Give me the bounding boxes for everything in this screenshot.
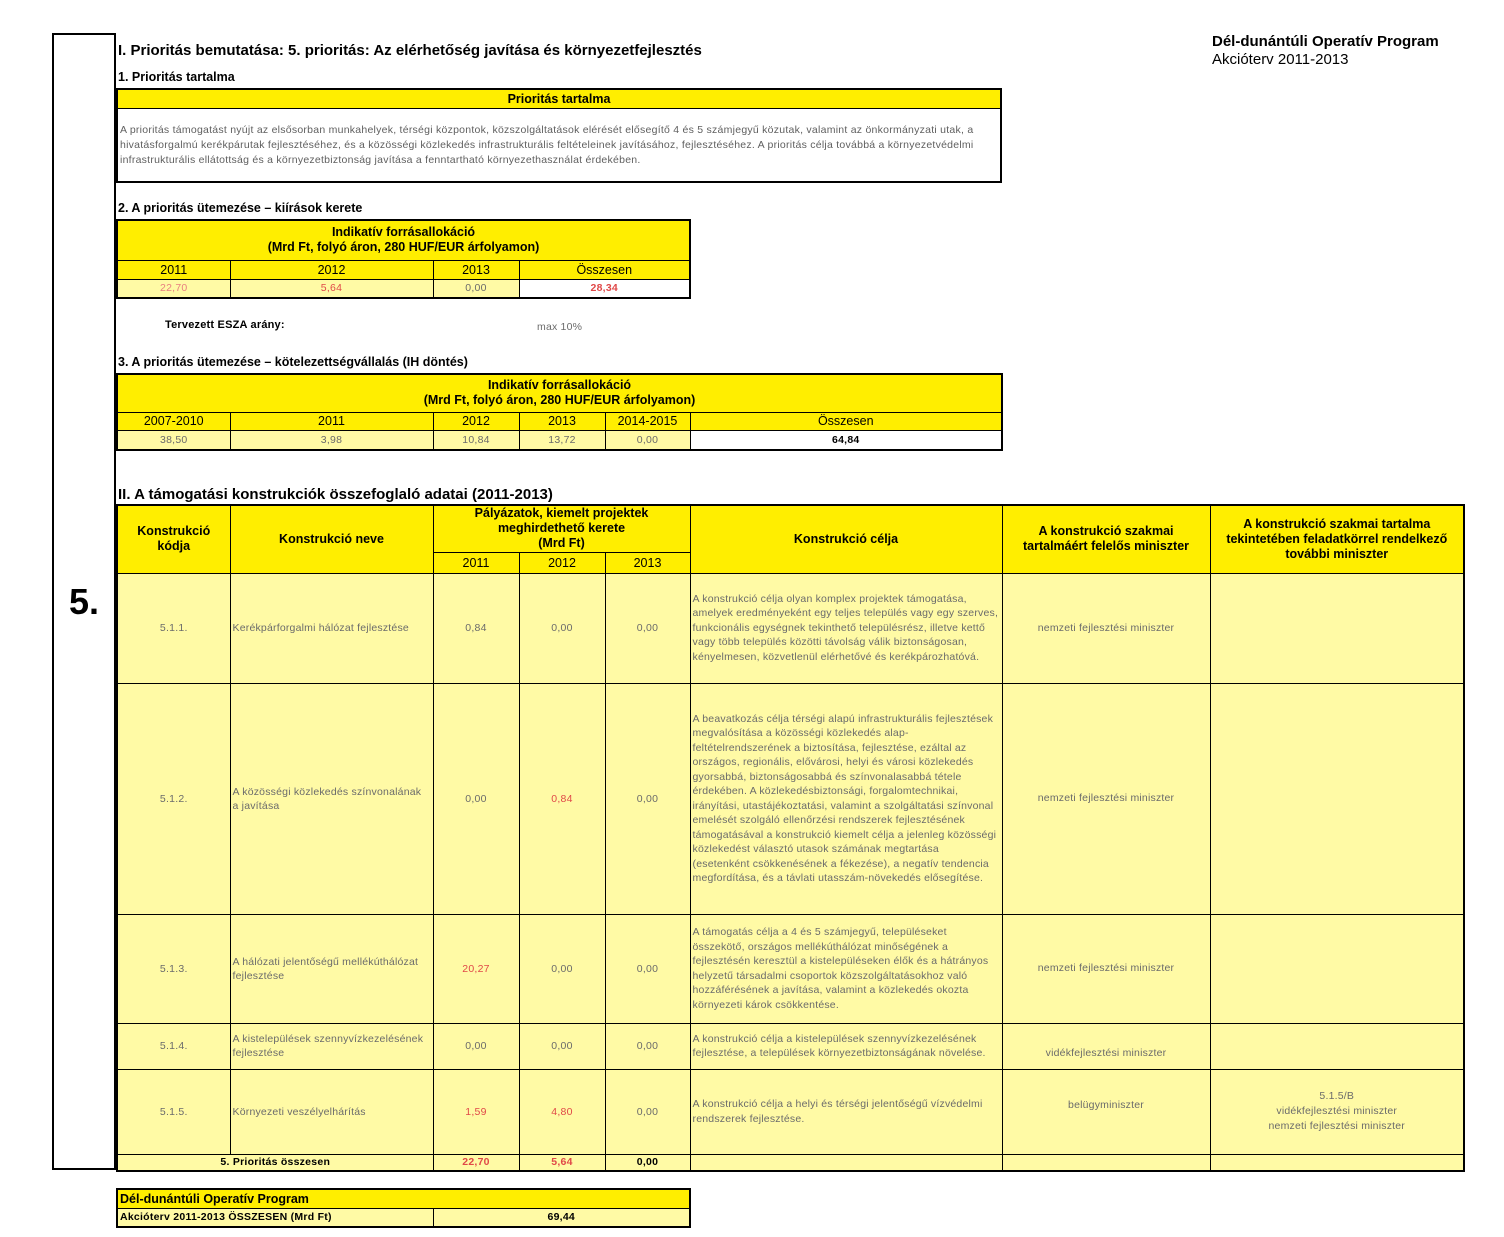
value-cell: 10,84 <box>433 430 519 450</box>
header-code: Konstrukció kódja <box>117 505 230 573</box>
budget-value: 0,00 <box>519 1023 605 1069</box>
total-value: 0,00 <box>605 1154 690 1171</box>
other-minister-line: 5.1.5/B <box>1319 1090 1355 1102</box>
empty-cell <box>690 1154 1002 1171</box>
column-header: 2013 <box>433 260 519 279</box>
total-label: 5. Prioritás összesen <box>117 1154 433 1171</box>
column-header: 2011 <box>230 412 433 430</box>
construction-goal: A beavatkozás célja térségi alapú infrastrukturális fejlesztések megvalósítása a közösségi közlekedés alap-feltételrendszerének a biztosítása, fejlesztése, ezáltal az országos, regionális, elővárosi, helyi és városi közlekedés gyorsabbá, biztonságosabbá és színvonalasabbá tétele érdekében. A közlekedésbiztonsági, forgalomtechnikai, irányítási, utastájékoztatási, valamint a szolgáltatási színvonal emelését szolgáló ellenőrzési rendszerek fejlesztésének támogatásával a konstrukció kiemelt célja a jelenleg közösségi közlekedést választó utasok számának megtartása (esetenként csökkenésének a fékezése), a negatív tendencia megfordítása, és a távlati utasszám-növekedés elősegítése. <box>690 683 1002 914</box>
other-minister <box>1210 683 1464 914</box>
responsible-minister: nemzeti fejlesztési miniszter <box>1002 573 1210 683</box>
budget-value: 0,00 <box>519 573 605 683</box>
budget-value: 0,00 <box>519 914 605 1023</box>
other-minister <box>1210 1023 1464 1069</box>
budget-value: 0,84 <box>433 573 519 683</box>
esza-value: max 10% <box>537 321 583 333</box>
total-value: 28,34 <box>519 279 690 298</box>
total-value: 64,84 <box>690 430 1002 450</box>
budget-value: 0,00 <box>605 914 690 1023</box>
constructions-title: II. A támogatási konstrukciók összefoglaló adatai (2011-2013) <box>118 486 553 503</box>
esza-label: Tervezett ESZA arány: <box>165 319 285 331</box>
budget-value: 1,59 <box>433 1069 519 1154</box>
budget-value: 0,00 <box>605 1023 690 1069</box>
construction-name: Kerékpárforgalmi hálózat fejlesztése <box>230 573 433 683</box>
budget-value: 4,80 <box>519 1069 605 1154</box>
priority-number: 5. <box>68 580 100 622</box>
allocation-header <box>117 374 1002 412</box>
construction-code: 5.1.1. <box>117 573 230 683</box>
column-header: 2012 <box>230 260 433 279</box>
budget-value: 0,00 <box>433 683 519 914</box>
construction-row <box>117 914 1464 1023</box>
responsible-minister: nemzeti fejlesztési miniszter <box>1002 914 1210 1023</box>
budget-value: 0,84 <box>519 683 605 914</box>
commitment-schedule-title: 3. A prioritás ütemezése – kötelezettségvállalás (IH döntés) <box>118 355 468 369</box>
constructions-table <box>116 504 1465 1172</box>
responsible-minister: belügyminiszter <box>1002 1069 1210 1154</box>
header-budget-label: Pályázatok, kiemelt projektek meghirdethető kerete <box>474 506 649 536</box>
header-other-minister: A konstrukció szakmai tartalma tekintetében feladatkörrel rendelkező további miniszter <box>1210 505 1464 573</box>
value-cell: 0,00 <box>605 430 690 450</box>
header-year: 2013 <box>605 552 690 573</box>
construction-row <box>117 573 1464 683</box>
header-minister: A konstrukció szakmai tartalmáért felelős miniszter <box>1002 505 1210 573</box>
priority-number-box <box>52 33 116 1170</box>
allocation-header <box>117 220 690 260</box>
value-cell: 3,98 <box>230 430 433 450</box>
construction-name: A közösségi közlekedés színvonalának a javítása <box>230 683 433 914</box>
empty-cell <box>1002 1154 1210 1171</box>
value-cell: 13,72 <box>519 430 605 450</box>
other-minister <box>1210 1069 1464 1154</box>
value-cell: 22,70 <box>117 279 230 298</box>
column-header: 2007-2010 <box>117 412 230 430</box>
column-header: 2012 <box>433 412 519 430</box>
column-header: Összesen <box>690 412 1002 430</box>
empty-cell <box>1210 1154 1464 1171</box>
other-minister <box>1210 573 1464 683</box>
responsible-minister: vidékfejlesztési miniszter <box>1002 1023 1210 1069</box>
content-box-text: A prioritás támogatást nyújt az elsősorban munkahelyek, térségi központok, közszolgáltatások elérését elősegítő 4 és 5 számjegyű közutak, valamint az önkormányzati utak, a hivatásforgalmú kerékpárutak fejlesztéséhez, és a közösségi közlekedés infrastrukturális feltételeinek javításához, fejlesztéséhez. A prioritás célja továbbá a környezetvédelmi infrastrukturális ellátottság és a környezetbiztonság javítása a fenntartható környezethasználat érdekében. <box>120 124 974 166</box>
call-schedule-title: 2. A prioritás ütemezése – kiírások kerete <box>118 201 363 215</box>
responsible-minister: nemzeti fejlesztési miniszter <box>1002 683 1210 914</box>
header-budget <box>433 505 690 552</box>
summary-value: 69,44 <box>433 1208 690 1227</box>
budget-value: 0,00 <box>433 1023 519 1069</box>
header-budget-unit: (Mrd Ft) <box>538 536 585 551</box>
summary-program: Dél-dunántúli Operatív Program <box>117 1189 690 1208</box>
value-cell: 38,50 <box>117 430 230 450</box>
value-cell: 0,00 <box>433 279 519 298</box>
construction-goal: A támogatás célja a 4 és 5 számjegyű, településeket összekötő, országos mellékúthálózat minőségének a fejlesztésén keresztül a kistelepüléseken élők és a hátrányos helyzetű társadalmi csoportok közszolgáltatásokhoz való hozzáférésének a javítása, valamint a közlekedés okozta környezeti károk csökkentése. <box>690 914 1002 1023</box>
budget-value: 0,00 <box>605 683 690 914</box>
plan-title: Akcióterv 2011-2013 <box>1212 51 1349 68</box>
summary-label: Akcióterv 2011-2013 ÖSSZESEN (Mrd Ft) <box>117 1208 433 1227</box>
construction-code: 5.1.3. <box>117 914 230 1023</box>
allocation-header-line1: Indikatív forrásallokáció <box>331 225 476 240</box>
column-header: 2014-2015 <box>605 412 690 430</box>
construction-row <box>117 1023 1464 1069</box>
column-header: 2011 <box>117 260 230 279</box>
header-goal: Konstrukció célja <box>690 505 1002 573</box>
program-title: Dél-dunántúli Operatív Program <box>1212 33 1439 50</box>
total-value: 5,64 <box>519 1154 605 1171</box>
content-section-title: 1. Prioritás tartalma <box>118 70 235 84</box>
commitment-schedule-table <box>116 373 1003 451</box>
allocation-header-line2: (Mrd Ft, folyó áron, 280 HUF/EUR árfolyamon) <box>267 240 540 255</box>
construction-row <box>117 683 1464 914</box>
construction-code: 5.1.5. <box>117 1069 230 1154</box>
column-header: 2013 <box>519 412 605 430</box>
summary-table <box>116 1188 691 1228</box>
construction-code: 5.1.4. <box>117 1023 230 1069</box>
priority-content-box <box>116 88 1002 183</box>
construction-row <box>117 1069 1464 1154</box>
value-cell: 5,64 <box>230 279 433 298</box>
construction-goal: A konstrukció célja a helyi és térségi jelentőségű vízvédelmi rendszerek fejlesztése. <box>690 1069 1002 1154</box>
total-row <box>117 1154 1464 1171</box>
header-year: 2011 <box>433 552 519 573</box>
budget-value: 0,00 <box>605 573 690 683</box>
other-minister-line: vidékfejlesztési miniszter <box>1276 1105 1398 1117</box>
construction-name: Környezeti veszélyelhárítás <box>230 1069 433 1154</box>
content-box-header: Prioritás tartalma <box>118 90 1000 109</box>
allocation-header-line1: Indikatív forrásallokáció <box>487 378 632 393</box>
budget-value: 20,27 <box>433 914 519 1023</box>
priority-heading: I. Prioritás bemutatása: 5. prioritás: Az elérhetőség javítása és környezetfejlesztés <box>118 42 702 59</box>
construction-name: A hálózati jelentőségű mellékúthálózat fejlesztése <box>230 914 433 1023</box>
other-minister-line: nemzeti fejlesztési miniszter <box>1268 1120 1406 1132</box>
header-year: 2012 <box>519 552 605 573</box>
header-name: Konstrukció neve <box>230 505 433 573</box>
allocation-header-line2: (Mrd Ft, folyó áron, 280 HUF/EUR árfolyamon) <box>423 393 696 408</box>
total-value: 22,70 <box>433 1154 519 1171</box>
construction-goal: A konstrukció célja a kistelepülések szennyvízkezelésének fejlesztése, a települések környezetbiztonságának növelése. <box>690 1023 1002 1069</box>
column-header: Összesen <box>519 260 690 279</box>
budget-value: 0,00 <box>605 1069 690 1154</box>
construction-name: A kistelepülések szennyvízkezelésének fejlesztése <box>230 1023 433 1069</box>
construction-goal: A konstrukció célja olyan komplex projektek támogatása, amelyek eredményeként egy teljes település vagy egy szerves, funkcionális egységnek tekinthető településrész, illetve kettő vagy több település közötti távolság válik biztonságosan, kényelmesen, közvetlenül elérhetővé és kerékpározhatóvá. <box>690 573 1002 683</box>
construction-code: 5.1.2. <box>117 683 230 914</box>
call-schedule-table <box>116 219 691 299</box>
other-minister <box>1210 914 1464 1023</box>
